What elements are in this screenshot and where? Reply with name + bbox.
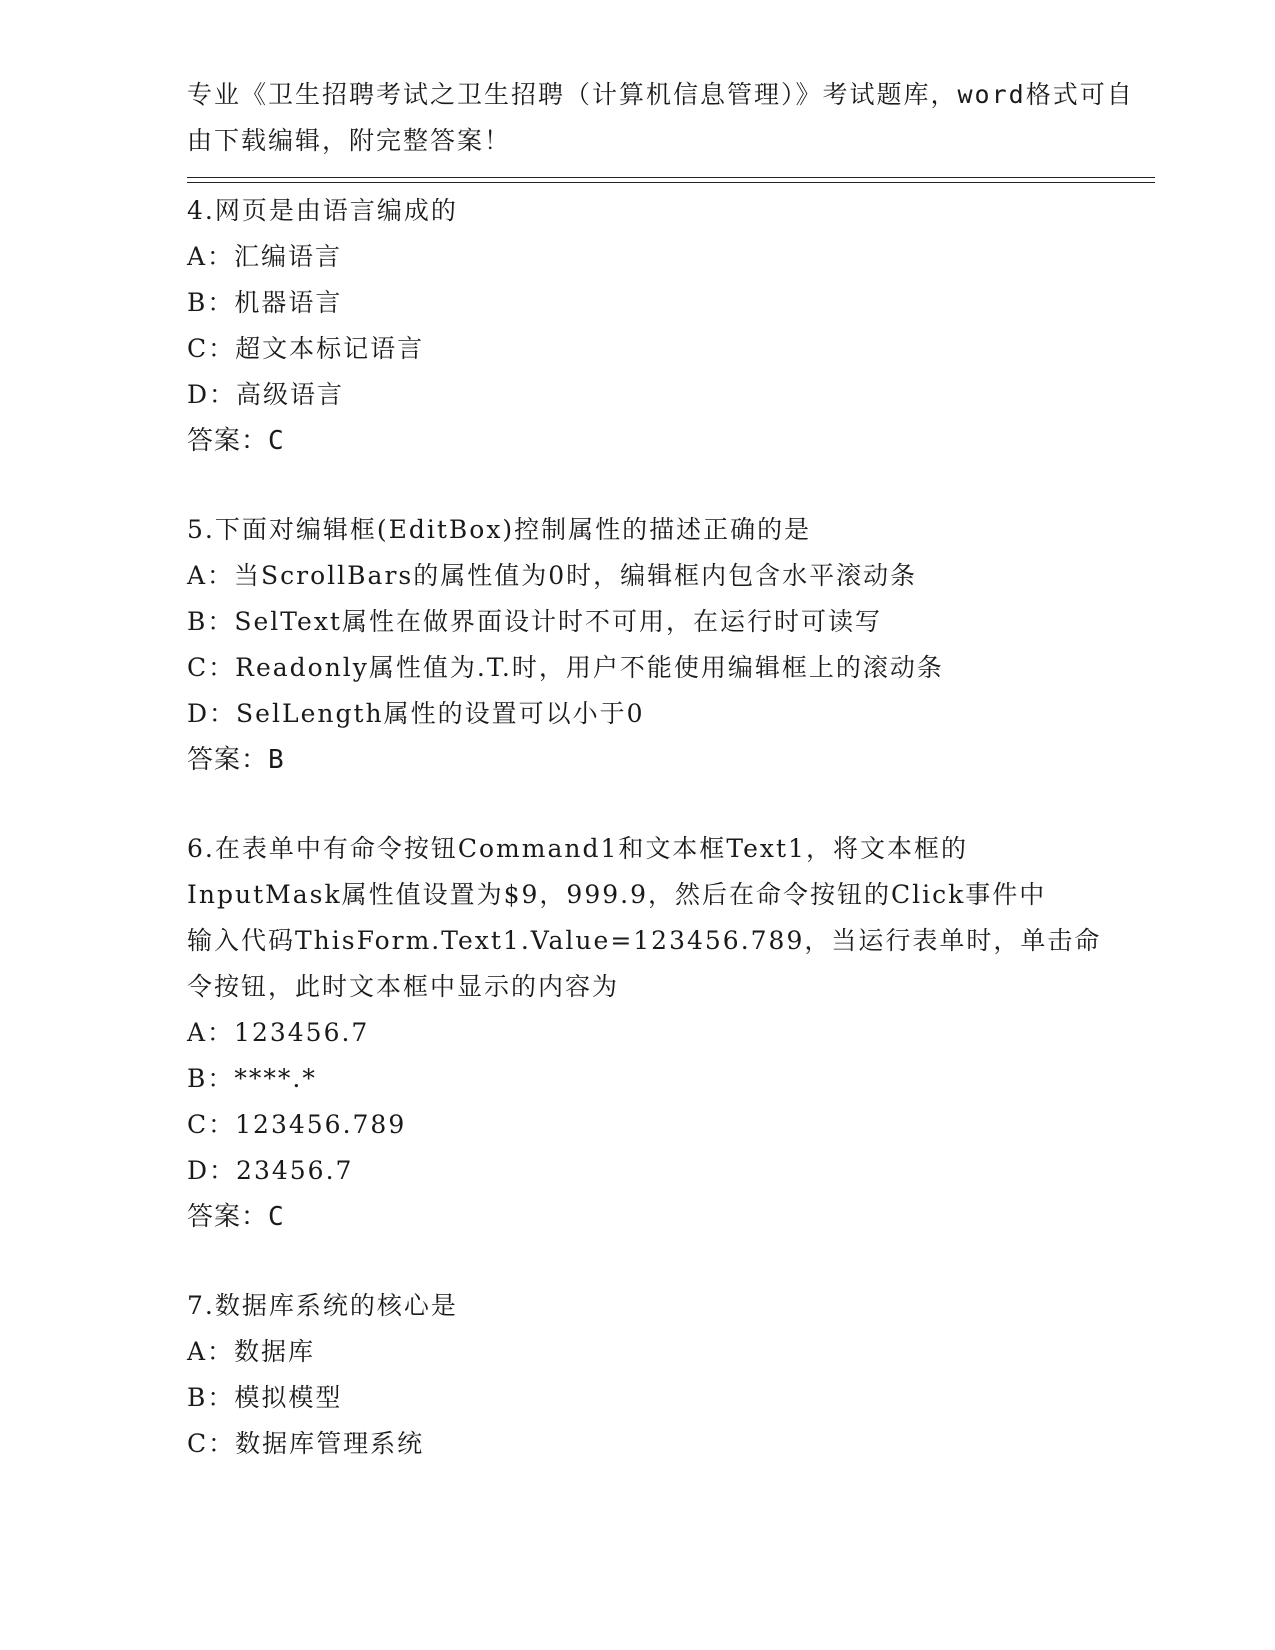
question-stem-line-3: 输入代码ThisForm.Text1.Value=123456.789，当运行表单时，单击命 xyxy=(187,926,1102,955)
option-b: B：机器语言 xyxy=(187,288,343,317)
question-4 xyxy=(187,188,1087,464)
option-c: C：123456.789 xyxy=(187,1110,407,1139)
option-a: A：当ScrollBars的属性值为0时，编辑框内包含水平滚动条 xyxy=(187,561,918,590)
header-divider-top xyxy=(187,177,1155,178)
question-stem-line-1: 6.在表单中有命令按钮Command1和文本框Text1，将文本框的 xyxy=(187,834,968,863)
option-c: C：Readonly属性值为.T.时，用户不能使用编辑框上的滚动条 xyxy=(187,653,944,682)
header-line-2: 由下载编辑，附完整答案！ xyxy=(187,126,512,155)
question-list xyxy=(187,188,1102,1467)
question-6 xyxy=(187,826,1102,1240)
question-5 xyxy=(187,507,1087,783)
header-divider-bottom xyxy=(187,182,1155,183)
question-stem-line-2: InputMask属性值设置为$9，999.9，然后在命令按钮的Click事件中 xyxy=(187,880,1047,909)
option-a: A：数据库 xyxy=(187,1337,316,1366)
option-a: A：汇编语言 xyxy=(187,242,343,271)
option-d: D：23456.7 xyxy=(187,1156,354,1185)
answer: 答案：C xyxy=(187,1202,285,1232)
option-d: D：SelLength属性的设置可以小于0 xyxy=(187,699,645,728)
question-stem: 4.网页是由语言编成的 xyxy=(187,196,458,225)
answer: 答案：C xyxy=(187,426,285,456)
question-stem: 7.数据库系统的核心是 xyxy=(187,1291,458,1320)
question-stem-line-4: 令按钮，此时文本框中显示的内容为 xyxy=(187,972,620,1001)
option-b: B：模拟模型 xyxy=(187,1383,343,1412)
document-header xyxy=(187,72,1134,164)
option-b: B：SelText属性在做界面设计时不可用，在运行时可读写 xyxy=(187,607,882,636)
question-7 xyxy=(187,1283,1087,1467)
header-line-1: 专业《卫生招聘考试之卫生招聘（计算机信息管理）》考试题库，word格式可自 xyxy=(187,80,1134,109)
answer: 答案：B xyxy=(187,745,285,775)
option-c: C：数据库管理系统 xyxy=(187,1429,425,1458)
option-a: A：123456.7 xyxy=(187,1018,370,1047)
question-stem: 5.下面对编辑框(EditBox)控制属性的描述正确的是 xyxy=(187,515,812,544)
option-c: C：超文本标记语言 xyxy=(187,334,425,363)
option-d: D：高级语言 xyxy=(187,380,345,409)
option-b: B：****.* xyxy=(187,1064,317,1093)
